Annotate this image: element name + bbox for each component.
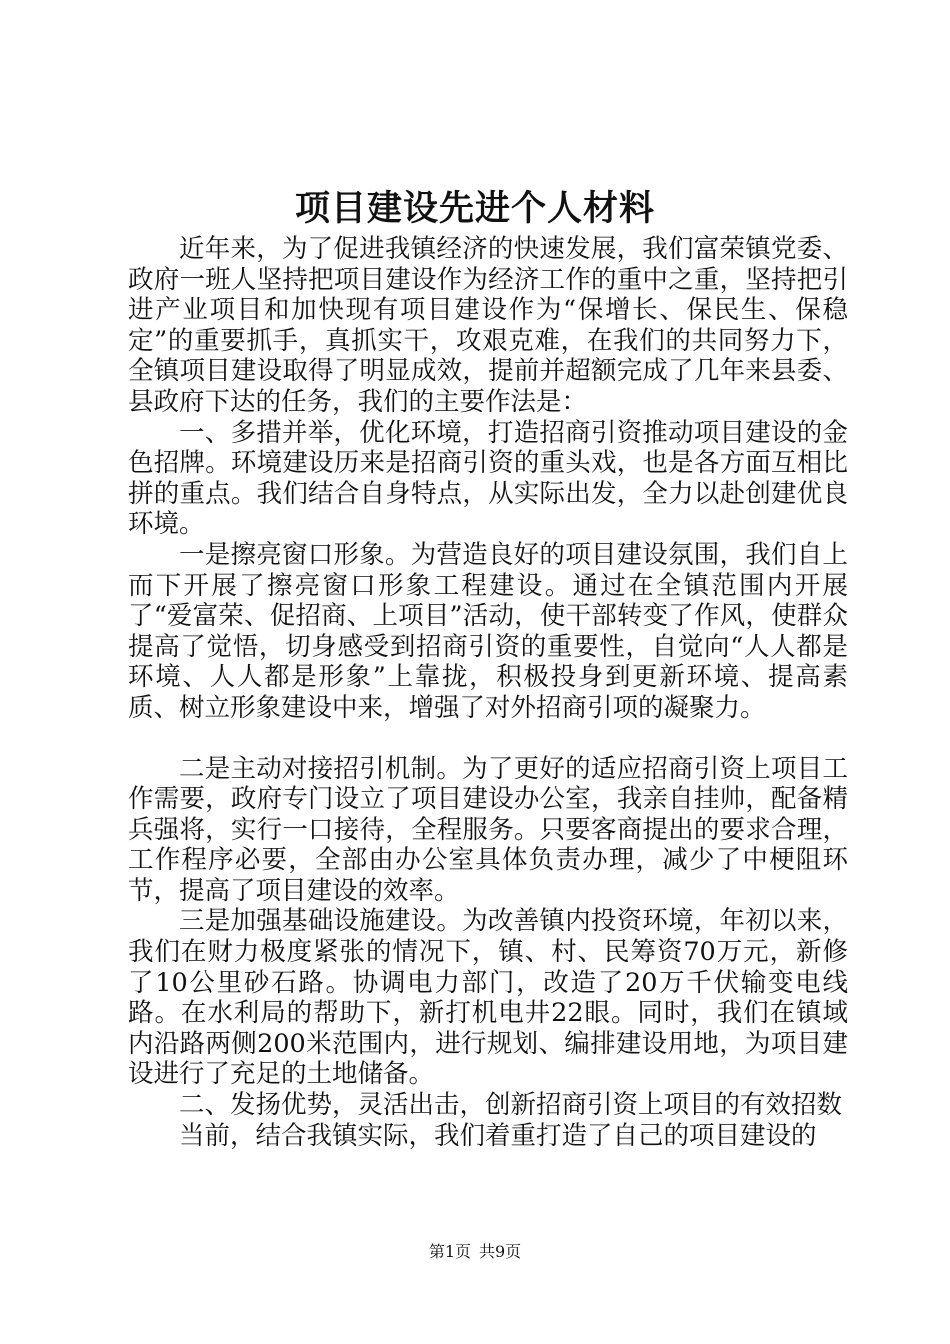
paragraph-intro: 近年来，为了促进我镇经济的快速发展，我们富荣镇党委、政府一班人坚持把项目建设作为经济工作的重中之重，坚持把引进产业项目和加快现有项目建设作为“保增长、保民生、保稳定”的重要抓手，真抓实干，攻艰克难，在我们的共同努力下，全镇项目建设取得了明显成效，提前并超额完成了几年来县委、县政府下达的任务，我们的主要作法是：: [128, 234, 848, 417]
paragraph-window-image: 一是擦亮窗口形象。为营造良好的项目建设氛围，我们自上而下开展了擦亮窗口形象工程建设。通过在全镇范围内开展了“爱富荣、促招商、上项目”活动，使干部转变了作风，使群众提高了觉悟，切身感受到招商引资的重要性，自觉向“人人都是环境、人人都是形象”上靠拢，积极投身到更新环境、提高素质、树立形象建设中来，增强了对外招商引项的凝聚力。: [128, 539, 848, 723]
paragraph-current: 当前，结合我镇实际，我们着重打造了自己的项目建设的: [179, 1120, 817, 1151]
paragraph-section-1: 一、多措并举，优化环境，打造招商引资推动项目建设的金色招牌。环境建设历来是招商引资的重头戏，也是各方面互相比拼的重点。我们结合自身特点，从实际出发，全力以赴创建优良环境。: [128, 417, 848, 540]
page-number: 第1页: [428, 1242, 471, 1261]
paragraph-docking-mechanism: 二是主动对接招引机制。为了更好的适应招商引资上项目工作需要，政府专门设立了项目建设办公室，我亲自挂帅，配备精兵强将，实行一口接待，全程服务。只要客商提出的要求合理，工作程序必要，全部由办公室具体负责办理，减少了中梗阻环节，提高了项目建设的效率。: [128, 753, 848, 906]
page-footer: [0, 1240, 950, 1264]
document-title: 项目建设先进个人材料: [294, 188, 655, 229]
paragraph-infrastructure: 三是加强基础设施建设。为改善镇内投资环境，年初以来，我们在财力极度紧张的情况下，镇、村、民筹资70万元，新修了10公里砂石路。协调电力部门，改造了20万千伏输变电线路。在水利局的帮助下，新打机电井22眼。同时，我们在镇域内沿路两侧200米范围内，进行规划、编排建设用地，为项目建设进行了充足的土地储备。: [128, 906, 848, 1090]
paragraph-section-2: 二、发扬优势，灵活出击，创新招商引资上项目的有效招数: [179, 1090, 843, 1121]
document-body: [128, 234, 848, 1151]
page-total: 共9页: [479, 1242, 522, 1261]
